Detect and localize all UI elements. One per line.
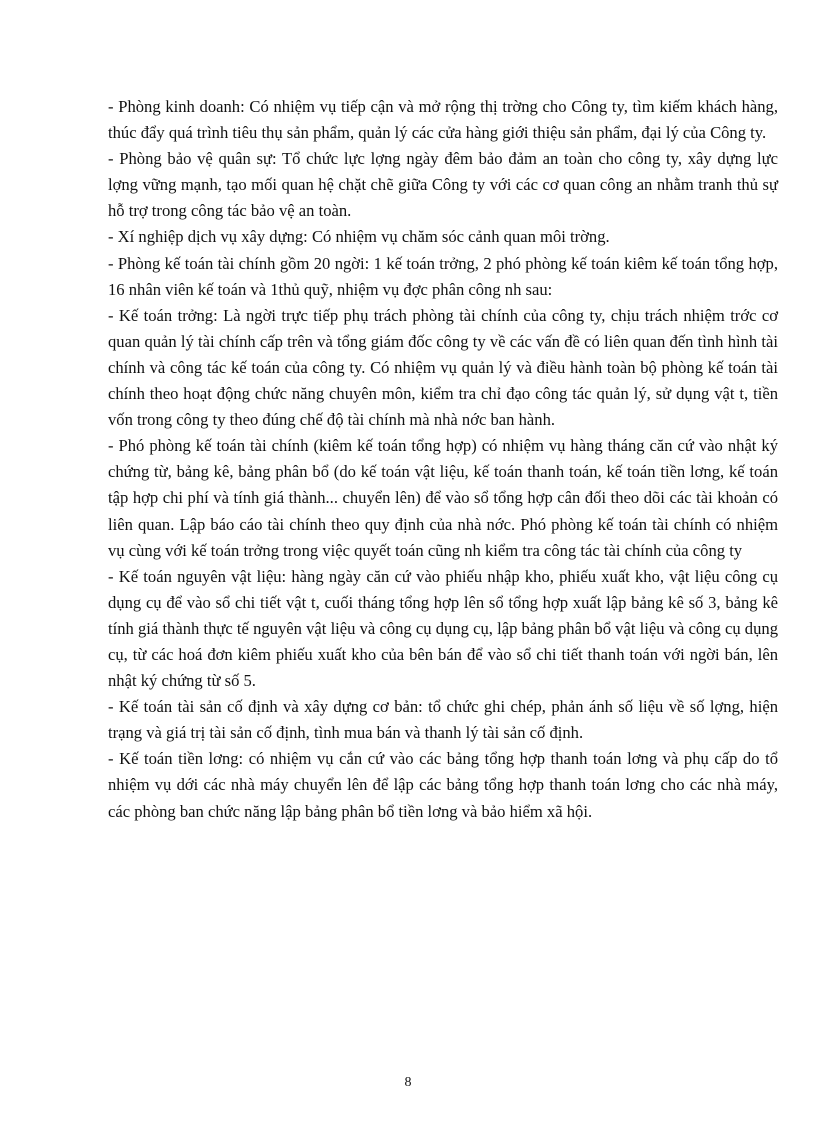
paragraph-ke-toan-truong: - Kế toán trởng: Là ngời trực tiếp phụ trách phòng tài chính của công ty, chịu trách nhiệm trớc cơ quan quản lý tài chính cấp trên và tổng giám đốc công ty về các vấn đề có liên quan đến tình hình tài chính và công tác kế toán của công ty. Có nhiệm vụ quản lý và điều hành toàn bộ phòng kế toán tài chính theo hoạt động chức năng chuyên môn, kiểm tra chỉ đạo công tác quản lý, sử dụng vật t, tiền vốn trong công ty theo đúng chế độ tài chính mà nhà nớc ban hành. bbox=[108, 305, 778, 430]
paragraph-xi-nghiep-dich-vu: - Xí nghiệp dịch vụ xây dựng: Có nhiệm vụ chăm sóc cảnh quan môi trờng. bbox=[108, 227, 610, 247]
paragraph-phong-kinh-doanh: - Phòng kinh doanh: Có nhiệm vụ tiếp cận và mở rộng thị trờng cho Công ty, tìm kiếm khách hàng, thúc đẩy quá trình tiêu thụ sản phẩm, quản lý các cửa hàng giới thiệu sản phẩm, đại lý của Công ty. bbox=[108, 97, 778, 143]
paragraph-phong-bao-ve: - Phòng bảo vệ quân sự: Tổ chức lực lợng ngày đêm bảo đảm an toàn cho công ty, xây dựng lực lợng vững mạnh, tạo mối quan hệ chặt chẽ giữa Công ty với các cơ quan công an nhằm tranh thủ sự hỗ trợ trong công tác bảo vệ an toàn. bbox=[108, 149, 778, 221]
paragraph-pho-phong-ke-toan: - Phó phòng kế toán tài chính (kiêm kế toán tổng hợp) có nhiệm vụ hàng tháng căn cứ vào nhật ký chứng từ, bảng kê, bảng phân bổ (do kế toán vật liệu, kế toán thanh toán, kế toán tiền lơng, kế toán tập hợp chi phí và tính giá thành... chuyển lên) để vào sổ tổng hợp cân đối theo dõi các tài khoản có liên quan. Lập báo cáo tài chính theo quy định của nhà nớc. Phó phòng kế toán tài chính có nhiệm vụ cùng với kế toán trởng trong việc quyết toán cũng nh kiểm tra công tác tài chính của công ty bbox=[108, 436, 778, 560]
paragraph-ke-toan-tien-luong: - Kế toán tiền lơng: có nhiệm vụ cắn cứ vào các bảng tổng hợp thanh toán lơng và phụ cấp do tổ nhiệm vụ dới các nhà máy chuyển lên để lập các bảng tổng hợp thanh toán lơng cho các nhà máy, các phòng ban chức năng lập bảng phân bổ tiền lơng và bảo hiểm xã hội. bbox=[108, 749, 778, 821]
page-number: 8 bbox=[404, 1075, 412, 1090]
document-body bbox=[108, 94, 778, 825]
paragraph-ke-toan-tai-san-co-dinh: - Kế toán tài sản cố định và xây dựng cơ bản: tổ chức ghi chép, phản ánh số liệu về số lợng, hiện trạng và giá trị tài sản cố định, tình mua bán và thanh lý tài sản cố định. bbox=[108, 697, 778, 743]
paragraph-ke-toan-nguyen-vat-lieu: - Kế toán nguyên vật liệu: hàng ngày căn cứ vào phiếu nhập kho, phiếu xuất kho, vật liệu công cụ dụng cụ để vào sổ chi tiết vật t, cuối tháng tổng hợp lên sổ tổng hợp xuất lập bảng kê số 3, bảng kê tính giá thành thực tế nguyên vật liệu và công cụ dụng cụ, lập bảng phân bổ vật liệu và công cụ dụng cụ, từ các hoá đơn kiêm phiếu xuất kho của bên bán để vào sổ chi tiết thanh toán với ngời bán, lên nhật ký chứng từ số 5. bbox=[108, 566, 778, 691]
paragraph-phong-ke-toan: - Phòng kế toán tài chính gồm 20 ngời: 1 kế toán trởng, 2 phó phòng kế toán kiêm kế toán tổng hợp, 16 nhân viên kế toán và 1thủ quỹ, nhiệm vụ đợc phân công nh sau: bbox=[108, 253, 778, 299]
